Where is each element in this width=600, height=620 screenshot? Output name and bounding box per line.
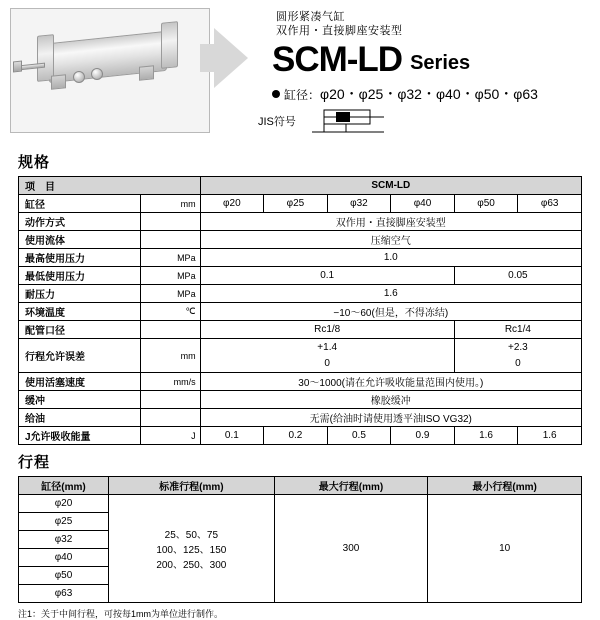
- spec-row-label-3: 最高使用压力: [19, 249, 141, 267]
- table-row: [19, 249, 582, 267]
- spec-cell-proofpress: 1.6: [200, 285, 581, 303]
- spec-row-label-2: 使用流体: [19, 231, 141, 249]
- bore-values: φ20・φ25・φ32・φ40・φ50・φ63: [320, 86, 538, 102]
- spec-cell-bore-5: φ63: [518, 195, 582, 213]
- spec-cell-fluid: 压缩空气: [200, 231, 581, 249]
- series-heading: [272, 42, 590, 78]
- spec-cell-port-a: Rc1/8: [200, 321, 454, 339]
- product-subtitle-1: 圆形紧凑气缸: [276, 11, 345, 23]
- spec-section-title: 规格: [18, 154, 51, 171]
- table-row: [19, 373, 582, 391]
- jis-symbol-icon: [306, 104, 390, 136]
- table-row: [19, 321, 582, 339]
- bore-label: 缸径：: [284, 87, 321, 102]
- cylinder-port-a-shape: [73, 71, 85, 83]
- spec-row-label-4: 最低使用压力: [19, 267, 141, 285]
- stroke-section-title: 行程: [18, 454, 51, 471]
- cylinder-rod-nut-shape: [13, 61, 22, 73]
- arrow-wedge-icon: [214, 28, 248, 88]
- cylinder-rear-cap-shape: [161, 21, 178, 69]
- table-row-header: [19, 477, 582, 495]
- table-row-header: [19, 177, 582, 195]
- spec-cell-energy-5: 1.6: [518, 427, 582, 445]
- spec-row-unit-11: [141, 409, 201, 427]
- bullet-dot-icon: [272, 90, 280, 98]
- spec-row-unit-8: mm: [141, 339, 201, 373]
- spec-cell-minpress-a: 0.1: [200, 267, 454, 285]
- spec-model-header: SCM-LD: [200, 177, 581, 195]
- cylinder-port-b-shape: [91, 68, 103, 80]
- stroke-max-cell: 300: [274, 495, 428, 603]
- spec-row-unit-1: [141, 213, 201, 231]
- spec-row-unit-0: mm: [141, 195, 201, 213]
- table-row: [19, 391, 582, 409]
- spec-cell-maxpress: 1.0: [200, 249, 581, 267]
- spec-row-unit-6: ℃: [141, 303, 201, 321]
- spec-cell-bore-0: φ20: [200, 195, 264, 213]
- spec-row-unit-9: mm/s: [141, 373, 201, 391]
- stroke-header-bore: 缸径(mm): [19, 477, 109, 495]
- table-row: [19, 267, 582, 285]
- series-word: Series: [410, 52, 471, 74]
- stroke-header-min: 最小行程(mm): [428, 477, 582, 495]
- spec-row-label-6: 环境温度: [19, 303, 141, 321]
- spec-row-label-10: 缓冲: [19, 391, 141, 409]
- spec-row-label-8: 行程允许误差: [19, 339, 141, 373]
- stroke-min-cell: 10: [428, 495, 582, 603]
- spec-row-label-12: J允许吸收能量: [19, 427, 141, 445]
- stroke-standard-line-1: 100、125、150: [156, 545, 227, 556]
- spec-row-label-0: 缸径: [19, 195, 141, 213]
- spec-cell-cushion: 橡胶缓冲: [200, 391, 581, 409]
- spec-row-unit-7: [141, 321, 201, 339]
- table-row: [19, 195, 582, 213]
- spec-cell-bore-3: φ40: [391, 195, 455, 213]
- spec-cell-energy-2: 0.5: [327, 427, 391, 445]
- spec-row-unit-12: J: [141, 427, 201, 445]
- spec-cell-temp: −10〜60(但是，不得冻结): [200, 303, 581, 321]
- page-header: [0, 0, 600, 145]
- stroke-note: 注1：关于中间行程，可按每1mm为单位进行制作。: [18, 609, 224, 619]
- spec-cell-lubrication: 无需(给油时请使用透平油ISO VG32): [200, 409, 581, 427]
- series-name: SCM-LD: [272, 40, 403, 79]
- cylinder-foot-rear-shape: [139, 65, 154, 81]
- stroke-header-max: 最大行程(mm): [274, 477, 428, 495]
- spec-cell-energy-3: 0.9: [391, 427, 455, 445]
- stroke-bore-5: φ63: [19, 585, 109, 603]
- stroke-bore-0: φ20: [19, 495, 109, 513]
- table-row: [19, 231, 582, 249]
- spec-cell-energy-1: 0.2: [264, 427, 328, 445]
- table-row: [19, 213, 582, 231]
- stroke-bore-1: φ25: [19, 513, 109, 531]
- spec-row-label-11: 给油: [19, 409, 141, 427]
- spec-cell-minpress-b: 0.05: [454, 267, 581, 285]
- spec-table: [18, 176, 582, 445]
- table-row: [19, 339, 582, 356]
- spec-row-label-7: 配管口径: [19, 321, 141, 339]
- table-row: [19, 495, 582, 513]
- spec-row-unit-3: MPa: [141, 249, 201, 267]
- spec-row-label-5: 耐压力: [19, 285, 141, 303]
- spec-cell-bore-2: φ32: [327, 195, 391, 213]
- table-row: [19, 409, 582, 427]
- stroke-bore-3: φ40: [19, 549, 109, 567]
- stroke-bore-2: φ32: [19, 531, 109, 549]
- spec-row-label-9: 使用活塞速度: [19, 373, 141, 391]
- spec-row-unit-5: MPa: [141, 285, 201, 303]
- spec-cell-port-b: Rc1/4: [454, 321, 581, 339]
- spec-cell-action: 双作用・直接脚座安装型: [200, 213, 581, 231]
- table-row: [19, 427, 582, 445]
- spec-cell-energy-4: 1.6: [454, 427, 518, 445]
- stroke-standard-line-2: 200、250、300: [156, 560, 227, 571]
- bore-size-line: [272, 84, 590, 104]
- spec-cell-energy-0: 0.1: [200, 427, 264, 445]
- spec-cell-speed: 30〜1000(请在允许吸收能量范围内使用。): [200, 373, 581, 391]
- spec-row-unit-10: [141, 391, 201, 409]
- table-row: [19, 303, 582, 321]
- stroke-table: [18, 476, 582, 603]
- header-text-block: [210, 8, 590, 145]
- spec-cell-tol-b-plus: +2.3: [454, 339, 581, 356]
- spec-cell-tol-a-plus: +1.4: [200, 339, 454, 356]
- stroke-bore-4: φ50: [19, 567, 109, 585]
- cylinder-foot-front-shape: [51, 74, 66, 90]
- spec-row-unit-4: MPa: [141, 267, 201, 285]
- spec-row-label-1: 动作方式: [19, 213, 141, 231]
- stroke-header-standard: 标准行程(mm): [109, 477, 275, 495]
- spec-cell-bore-4: φ50: [454, 195, 518, 213]
- stroke-standard-line-0: 25、50、75: [164, 530, 219, 541]
- spec-cell-bore-1: φ25: [264, 195, 328, 213]
- spec-item-header: 项 目: [19, 177, 201, 195]
- jis-label: JIS符号: [258, 116, 296, 128]
- spec-row-unit-2: [141, 231, 201, 249]
- product-subtitle-2: 双作用・直接脚座安装型: [276, 25, 403, 37]
- spec-cell-tol-a-zero: 0: [200, 356, 454, 373]
- stroke-standard-cell: [109, 495, 275, 603]
- product-photo: [10, 8, 210, 133]
- spec-cell-tol-b-zero: 0: [454, 356, 581, 373]
- table-row: [19, 285, 582, 303]
